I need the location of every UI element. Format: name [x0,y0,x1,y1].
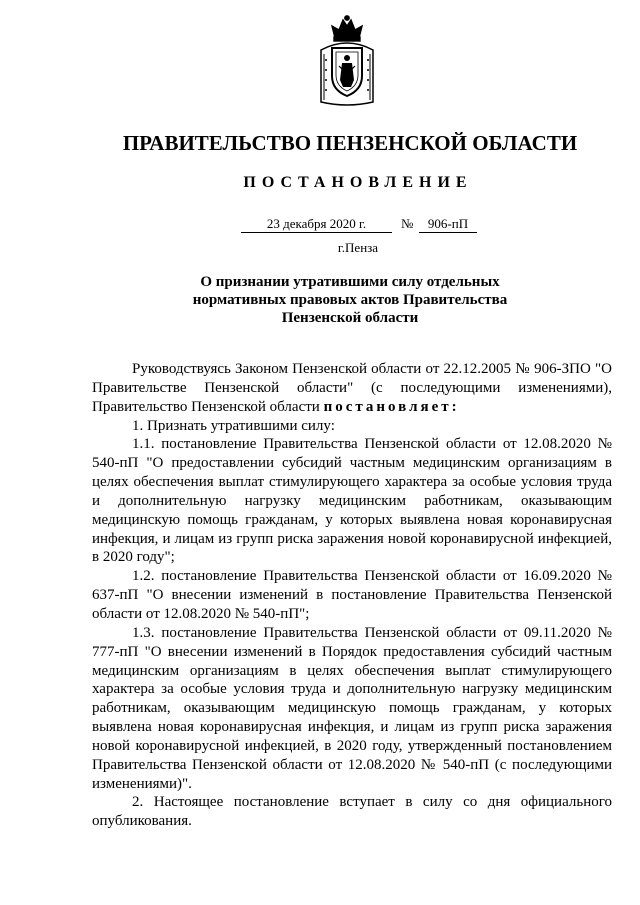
paragraph-1-2: 1.2. постановление Правительства Пензенской области от 16.09.2020 № 637-пП "О внесении изменений в постановление Правительства Пензенской области от 12.08.2020 № 540-пП"; [92,568,612,622]
city: г.Пенза [337,240,379,255]
number-label: № [401,216,414,231]
document-date: 23 декабря 2020 г. [241,216,392,233]
preamble-action: постановляет: [323,398,460,415]
document-number: 906-пП [419,216,477,233]
coat-of-arms-icon [318,14,376,108]
paragraph-1: 1. Признать утратившими силу: [132,417,335,434]
preamble-text: Руководствуясь Законом Пензенской области от 22.12.2005 № 906-ЗПО "О Правительстве Пензенской области" (с последующими изменениями), Правительство Пензенской области [92,361,612,415]
preamble-paragraph [92,360,612,417]
paragraph-2: 2. Настоящее постановление вступает в силу со дня официального опубликования. [92,794,612,830]
document-type: ПОСТАНОВЛЕНИЕ [243,174,473,191]
subject-line: Пензенской области [281,310,419,326]
subject-line: О признании утратившими силу отдельных [200,274,500,290]
paragraph-1-1: 1.1. постановление Правительства Пензенской области от 12.08.2020 № 540-пП "О предоставлении субсидий частным медицинским организациям в целях обеспечения выплат стимулирующего характера за особые условия труда и дополнительную нагрузку медицинским работникам, оказывающим медицинскую помощь гражданам, у которых выявлена новая коронавирусная инфекция, и лицам из групп риска заражения новой коронавирусной инфекцией, в 2020 году"; [92,436,612,566]
government-title: ПРАВИТЕЛЬСТВО ПЕНЗЕНСКОЙ ОБЛАСТИ [122,131,578,155]
paragraph-1-3: 1.3. постановление Правительства Пензенской области от 09.11.2020 № 777-пП "О внесении изменений в Порядок предоставления субсидий частным медицинским организациям в целях обеспечения выплат стимулирующего характера за особые условия труда и дополнительную нагрузку медицинским работникам, оказывающим медицинскую помощь гражданам, у которых выявлена новая коронавирусная инфекция, и лицам из групп риска заражения новой коронавирусной инфекцией, в 2020 году, утвержденный постановлением Правительства Пензенской области от 12.08.2020 № 540-пП (с последующими изменениями)". [92,624,612,792]
subject-line: нормативных правовых актов Правительства [192,292,508,308]
document-subject [160,273,540,327]
document-body [92,360,612,831]
